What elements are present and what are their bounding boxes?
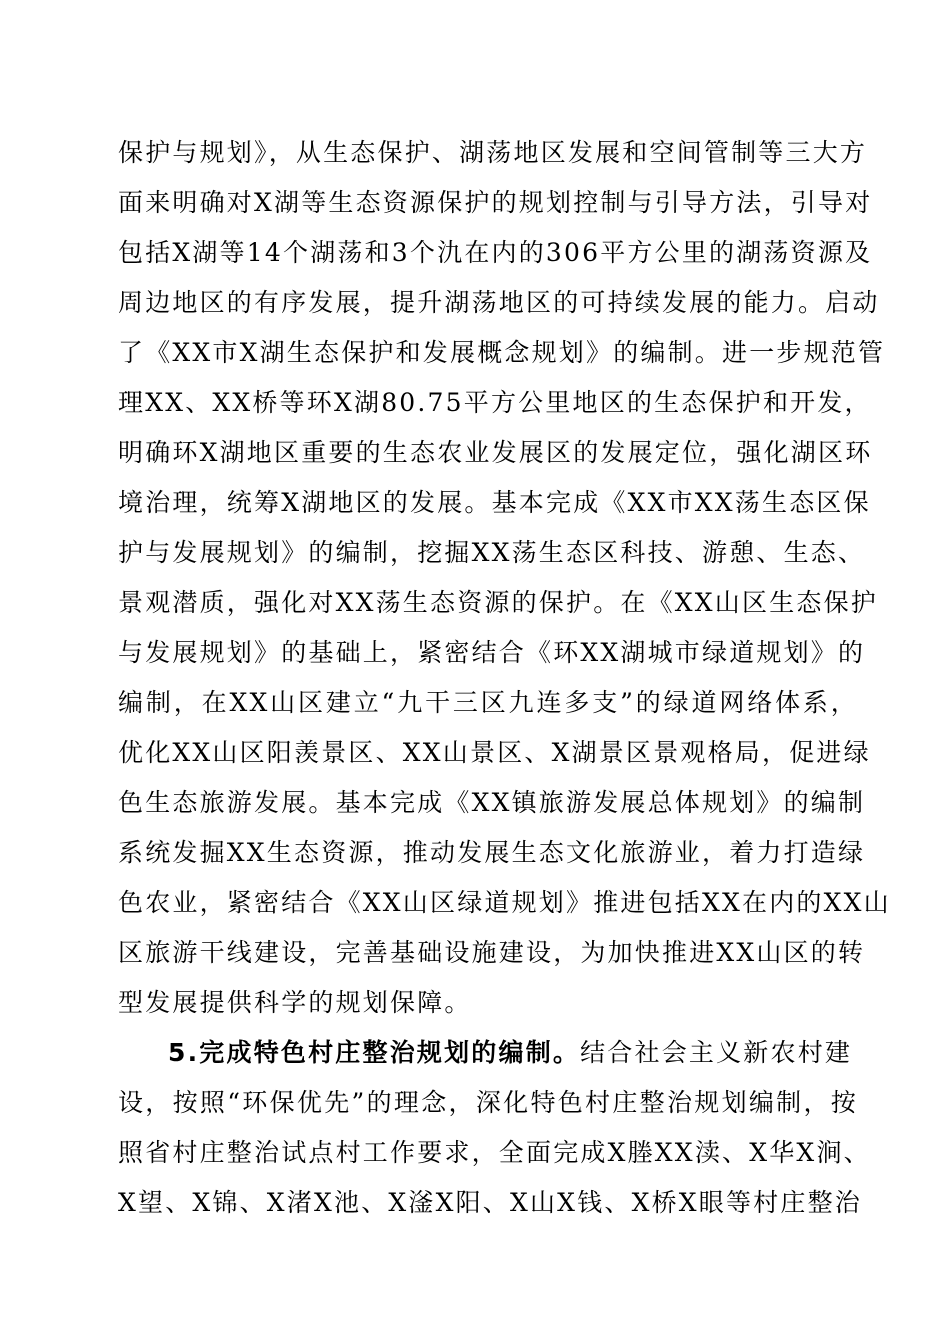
paragraph-line: X望、X锦、X渚X池、X滏X阳、X山X钱、X桥X眼等村庄整治 (118, 1188, 862, 1217)
paragraph-line: 景观潜质，强化对XX荡生态资源的保护。在《XX山区生态保护 (118, 588, 878, 617)
section-5-heading: 5.完成特色村庄整治规划的编制。 (168, 1038, 581, 1067)
section-5-first-line (168, 1035, 858, 1071)
paragraph-line: 区旅游干线建设，完善基础设施建设，为加快推进XX山区的转 (118, 938, 866, 967)
paragraph-line: 编制，在XX山区建立“九干三区九连多支”的绿道网络体系， (118, 688, 858, 717)
paragraph-line: 照省村庄整治试点村工作要求，全面完成X塍XX渎、X华X涧、 (118, 1138, 871, 1167)
paragraph-line: 设，按照“环保优先”的理念，深化特色村庄整治规划编制，按 (118, 1088, 858, 1117)
paragraph-line: 护与发展规划》的编制，挖掘XX荡生态区科技、游憩、生态、 (118, 538, 866, 567)
paragraph-line: 型发展提供科学的规划保障。 (118, 988, 472, 1017)
paragraph-line: 优化XX山区阳羡景区、XX山景区、X湖景区景观格局，促进绿 (118, 738, 871, 767)
paragraph-line: 与发展规划》的基础上，紧密结合《环XX湖城市绿道规划》的 (118, 638, 866, 667)
paragraph-line: 系统发掘XX生态资源，推动发展生态文化旅游业，着力打造绿 (118, 838, 866, 867)
paragraph-line: 明确环X湖地区重要的生态农业发展区的发展定位，强化湖区环 (118, 438, 873, 467)
paragraph-line: 包括X湖等14个湖荡和3个氿在内的306平方公里的湖荡资源及 (118, 238, 873, 267)
paragraph-line: 境治理，统筹X湖地区的发展。基本完成《XX市XX荡生态区保 (118, 488, 871, 517)
paragraph-line: 色生态旅游发展。基本完成《XX镇旅游发展总体规划》的编制 (118, 788, 866, 817)
paragraph-line: 了《XX市X湖生态保护和发展概念规划》的编制。进一步规范管 (118, 338, 886, 367)
paragraph-line: 面来明确对X湖等生态资源保护的规划控制与引导方法，引导对 (118, 188, 873, 217)
paragraph-line: 理XX、XX桥等环X湖80.75平方公里地区的生态保护和开发， (118, 388, 872, 417)
paragraph-line: 色农业，紧密结合《XX山区绿道规划》推进包括XX在内的XX山 (118, 888, 891, 917)
section-5-first-line-text: 结合社会主义新农村建 (580, 1038, 853, 1067)
paragraph-line: 周边地区的有序发展，提升湖荡地区的可持续发展的能力。启动 (118, 288, 880, 317)
paragraph-line: 保护与规划》，从生态保护、湖荡地区发展和空间管制等三大方 (118, 138, 868, 167)
